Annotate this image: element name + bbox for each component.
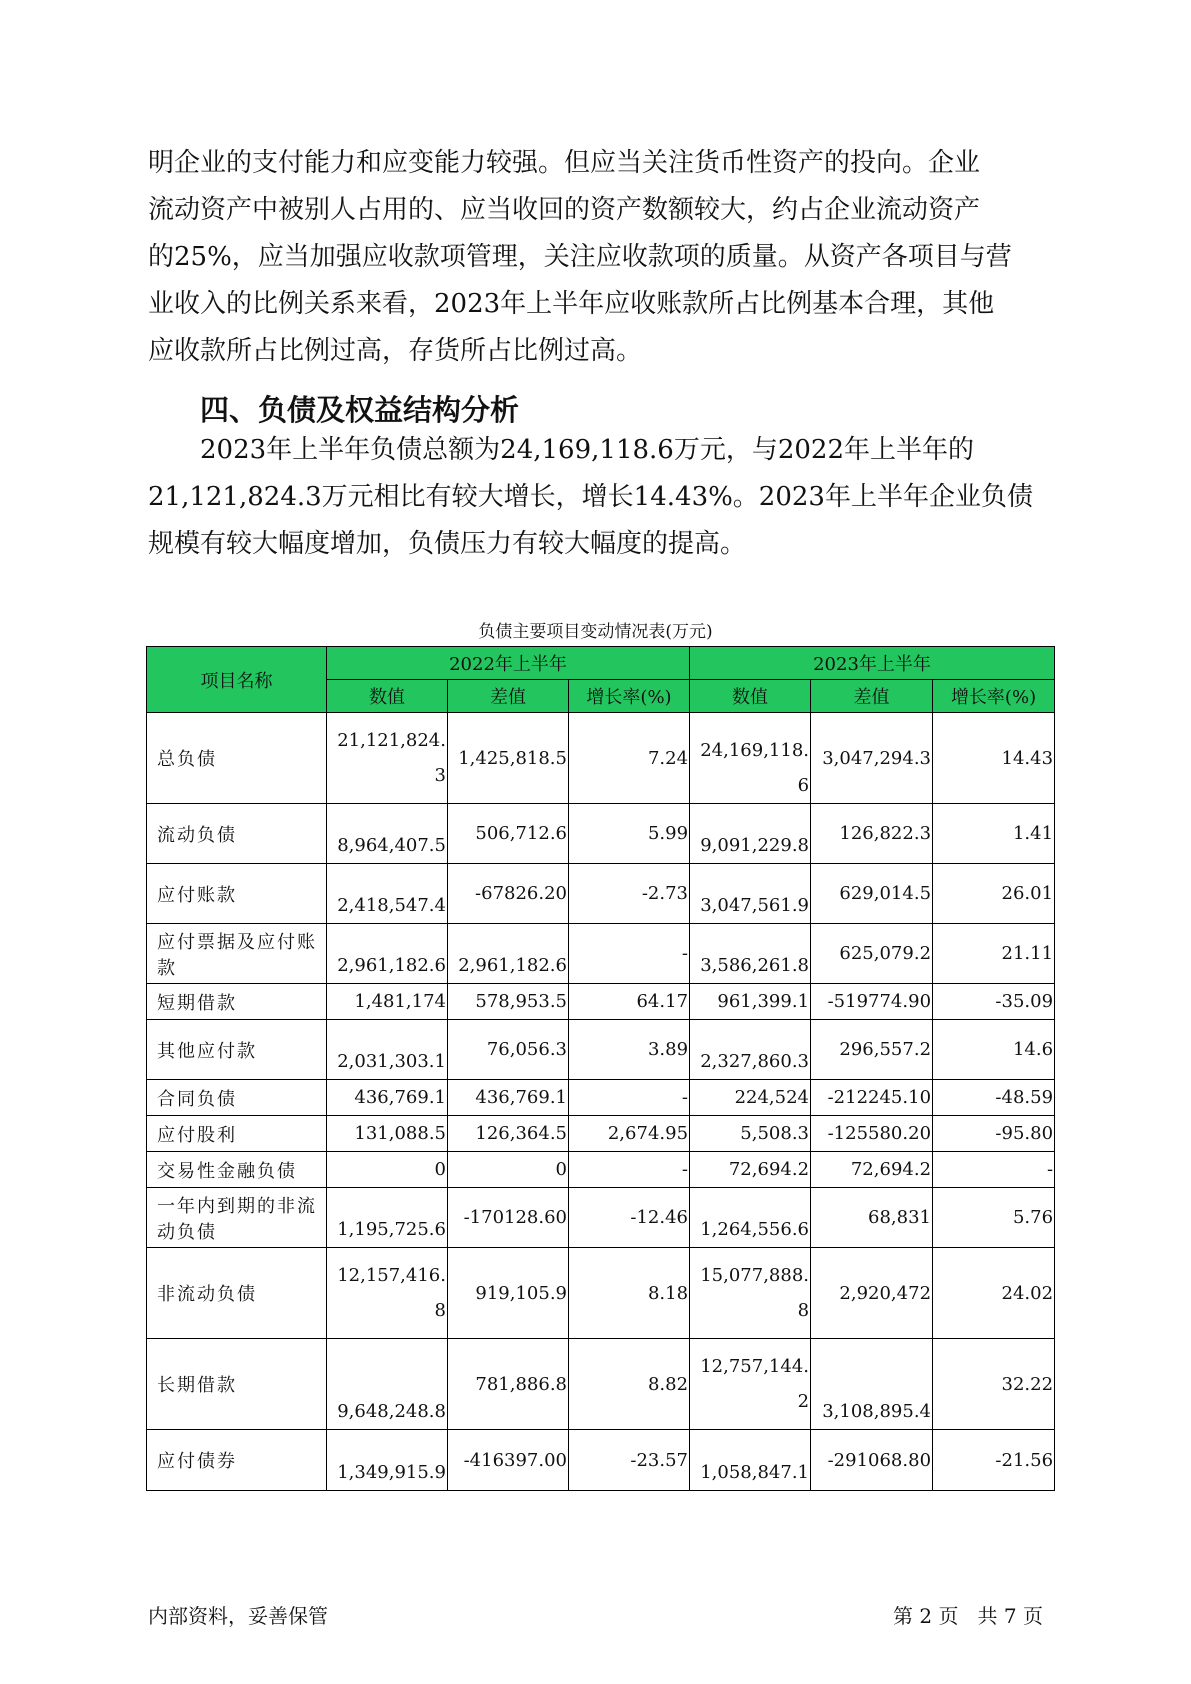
table-caption: 负债主要项目变动情况表(万元) xyxy=(478,622,713,642)
cell-d23: 625,079.2 xyxy=(811,924,933,984)
cell-d22: -170128.60 xyxy=(448,1188,569,1248)
cell-r23: -21.56 xyxy=(933,1430,1055,1491)
cell-v23: 961,399.1 xyxy=(690,984,811,1020)
table-row xyxy=(147,1430,1055,1491)
cell-r23: 14.43 xyxy=(933,713,1055,804)
table-row xyxy=(147,864,1055,924)
table-row xyxy=(147,1188,1055,1248)
row-item-name: 合同负债 xyxy=(147,1080,327,1116)
header-rate-2022: 增长率(%) xyxy=(569,680,690,713)
header-rate-2023: 增长率(%) xyxy=(933,680,1055,713)
paragraph-1-line: 的25%，应当加强应收款项管理，关注应收款项的质量。从资产各项目与营 xyxy=(148,242,1012,272)
section-heading: 四、负债及权益结构分析 xyxy=(200,393,520,427)
cell-d22: 2,961,182.6 xyxy=(448,924,569,984)
cell-d23: 126,822.3 xyxy=(811,804,933,864)
cell-v23: 5,508.3 xyxy=(690,1116,811,1152)
cell-r23: 1.41 xyxy=(933,804,1055,864)
table-row xyxy=(147,1152,1055,1188)
cell-r22: -12.46 xyxy=(569,1188,690,1248)
header-diff-2022: 差值 xyxy=(448,680,569,713)
header-item-name: 项目名称 xyxy=(147,647,327,713)
cell-d22: 919,105.9 xyxy=(448,1248,569,1339)
cell-r23: - xyxy=(933,1152,1055,1188)
paragraph-1 xyxy=(148,140,1048,375)
table-row xyxy=(147,1080,1055,1116)
header-period-2022: 2022年上半年 xyxy=(327,647,690,680)
row-item-name: 一年内到期的非流动负债 xyxy=(147,1188,327,1248)
cell-v22: 2,961,182.6 xyxy=(327,924,448,984)
paragraph-2-line: 21,121,824.3万元相比有较大增长，增长14.43%。2023年上半年企业负债 xyxy=(148,482,1033,512)
table-row xyxy=(147,804,1055,864)
cell-d23: -291068.80 xyxy=(811,1430,933,1491)
row-item-name: 其他应付款 xyxy=(147,1020,327,1080)
paragraph-1-line: 应收款所占比例过高，存货所占比例过高。 xyxy=(148,336,643,366)
cell-d22: 126,364.5 xyxy=(448,1116,569,1152)
cell-d22: 781,886.8 xyxy=(448,1339,569,1430)
cell-v22: 1,349,915.9 xyxy=(327,1430,448,1491)
cell-r22: -2.73 xyxy=(569,864,690,924)
cell-r22: - xyxy=(569,924,690,984)
cell-d22: 0 xyxy=(448,1152,569,1188)
cell-d22: -416397.00 xyxy=(448,1430,569,1491)
cell-d23: -212245.10 xyxy=(811,1080,933,1116)
cell-d22: 436,769.1 xyxy=(448,1080,569,1116)
cell-r22: 8.18 xyxy=(569,1248,690,1339)
cell-v22: 0 xyxy=(327,1152,448,1188)
paragraph-2-line: 规模有较大幅度增加，负债压力有较大幅度的提高。 xyxy=(148,529,747,559)
cell-r23: 14.6 xyxy=(933,1020,1055,1080)
cell-r22: -23.57 xyxy=(569,1430,690,1491)
cell-v23: 1,058,847.1 xyxy=(690,1430,811,1491)
cell-d22: 578,953.5 xyxy=(448,984,569,1020)
cell-d23: 3,047,294.3 xyxy=(811,713,933,804)
cell-v23: 3,047,561.9 xyxy=(690,864,811,924)
cell-r23: 26.01 xyxy=(933,864,1055,924)
cell-d22: -67826.20 xyxy=(448,864,569,924)
liability-table xyxy=(146,646,1055,1491)
row-item-name: 流动负债 xyxy=(147,804,327,864)
paragraph-1-line: 明企业的支付能力和应变能力较强。但应当关注货币性资产的投向。企业 xyxy=(148,148,981,178)
row-item-name: 长期借款 xyxy=(147,1339,327,1430)
cell-r22: 8.82 xyxy=(569,1339,690,1430)
row-item-name: 总负债 xyxy=(147,713,327,804)
row-item-name: 应付票据及应付账款 xyxy=(147,924,327,984)
table-row xyxy=(147,1020,1055,1080)
header-value-2023: 数值 xyxy=(690,680,811,713)
cell-d23: 629,014.5 xyxy=(811,864,933,924)
header-diff-2023: 差值 xyxy=(811,680,933,713)
cell-r22: - xyxy=(569,1080,690,1116)
cell-v22: 2,418,547.4 xyxy=(327,864,448,924)
cell-d22: 76,056.3 xyxy=(448,1020,569,1080)
row-item-name: 应付债券 xyxy=(147,1430,327,1491)
cell-v23: 72,694.2 xyxy=(690,1152,811,1188)
cell-v22: 436,769.1 xyxy=(327,1080,448,1116)
table-row xyxy=(147,984,1055,1020)
cell-v22: 1,481,174 xyxy=(327,984,448,1020)
cell-d22: 506,712.6 xyxy=(448,804,569,864)
row-item-name: 非流动负债 xyxy=(147,1248,327,1339)
cell-v23: 1,264,556.6 xyxy=(690,1188,811,1248)
row-item-name: 应付股利 xyxy=(147,1116,327,1152)
cell-v22: 1,195,725.6 xyxy=(327,1188,448,1248)
cell-d23: 3,108,895.4 xyxy=(811,1339,933,1430)
cell-v22: 12,157,416.8 xyxy=(327,1248,448,1339)
cell-d23: 72,694.2 xyxy=(811,1152,933,1188)
cell-v22: 131,088.5 xyxy=(327,1116,448,1152)
paragraph-1-line: 流动资产中被别人占用的、应当收回的资产数额较大，约占企业流动资产 xyxy=(148,195,981,225)
cell-r22: 5.99 xyxy=(569,804,690,864)
cell-r22: 7.24 xyxy=(569,713,690,804)
cell-v23: 24,169,118.6 xyxy=(690,713,811,804)
table-row xyxy=(147,924,1055,984)
cell-r22: 2,674.95 xyxy=(569,1116,690,1152)
cell-v22: 2,031,303.1 xyxy=(327,1020,448,1080)
table-row xyxy=(147,1116,1055,1152)
cell-d23: 2,920,472 xyxy=(811,1248,933,1339)
cell-r23: -95.80 xyxy=(933,1116,1055,1152)
header-period-2023: 2023年上半年 xyxy=(690,647,1055,680)
header-value-2022: 数值 xyxy=(327,680,448,713)
cell-r23: 24.02 xyxy=(933,1248,1055,1339)
cell-d23: -125580.20 xyxy=(811,1116,933,1152)
cell-d23: 68,831 xyxy=(811,1188,933,1248)
paragraph-2 xyxy=(148,427,1048,568)
footer-confidential: 内部资料，妥善保管 xyxy=(148,1604,328,1628)
cell-r22: 64.17 xyxy=(569,984,690,1020)
paragraph-2-line: 2023年上半年负债总额为24,169,118.6万元，与2022年上半年的 xyxy=(200,435,975,465)
footer-page-number: 第 2 页 共 7 页 xyxy=(893,1604,1043,1628)
table-row xyxy=(147,1248,1055,1339)
cell-v23: 12,757,144.2 xyxy=(690,1339,811,1430)
cell-v22: 8,964,407.5 xyxy=(327,804,448,864)
cell-d22: 1,425,818.5 xyxy=(448,713,569,804)
cell-v23: 2,327,860.3 xyxy=(690,1020,811,1080)
cell-v22: 21,121,824.3 xyxy=(327,713,448,804)
table-row xyxy=(147,1339,1055,1430)
cell-v23: 224,524 xyxy=(690,1080,811,1116)
cell-r22: - xyxy=(569,1152,690,1188)
paragraph-1-line: 业收入的比例关系来看，2023年上半年应收账款所占比例基本合理，其他 xyxy=(148,289,995,319)
cell-d23: 296,557.2 xyxy=(811,1020,933,1080)
row-item-name: 交易性金融负债 xyxy=(147,1152,327,1188)
cell-v22: 9,648,248.8 xyxy=(327,1339,448,1430)
cell-d23: -519774.90 xyxy=(811,984,933,1020)
cell-r23: 32.22 xyxy=(933,1339,1055,1430)
cell-r23: 21.11 xyxy=(933,924,1055,984)
cell-r23: 5.76 xyxy=(933,1188,1055,1248)
cell-v23: 9,091,229.8 xyxy=(690,804,811,864)
cell-r22: 3.89 xyxy=(569,1020,690,1080)
cell-r23: -48.59 xyxy=(933,1080,1055,1116)
cell-r23: -35.09 xyxy=(933,984,1055,1020)
table-row xyxy=(147,713,1055,804)
row-item-name: 应付账款 xyxy=(147,864,327,924)
cell-v23: 3,586,261.8 xyxy=(690,924,811,984)
row-item-name: 短期借款 xyxy=(147,984,327,1020)
cell-v23: 15,077,888.8 xyxy=(690,1248,811,1339)
